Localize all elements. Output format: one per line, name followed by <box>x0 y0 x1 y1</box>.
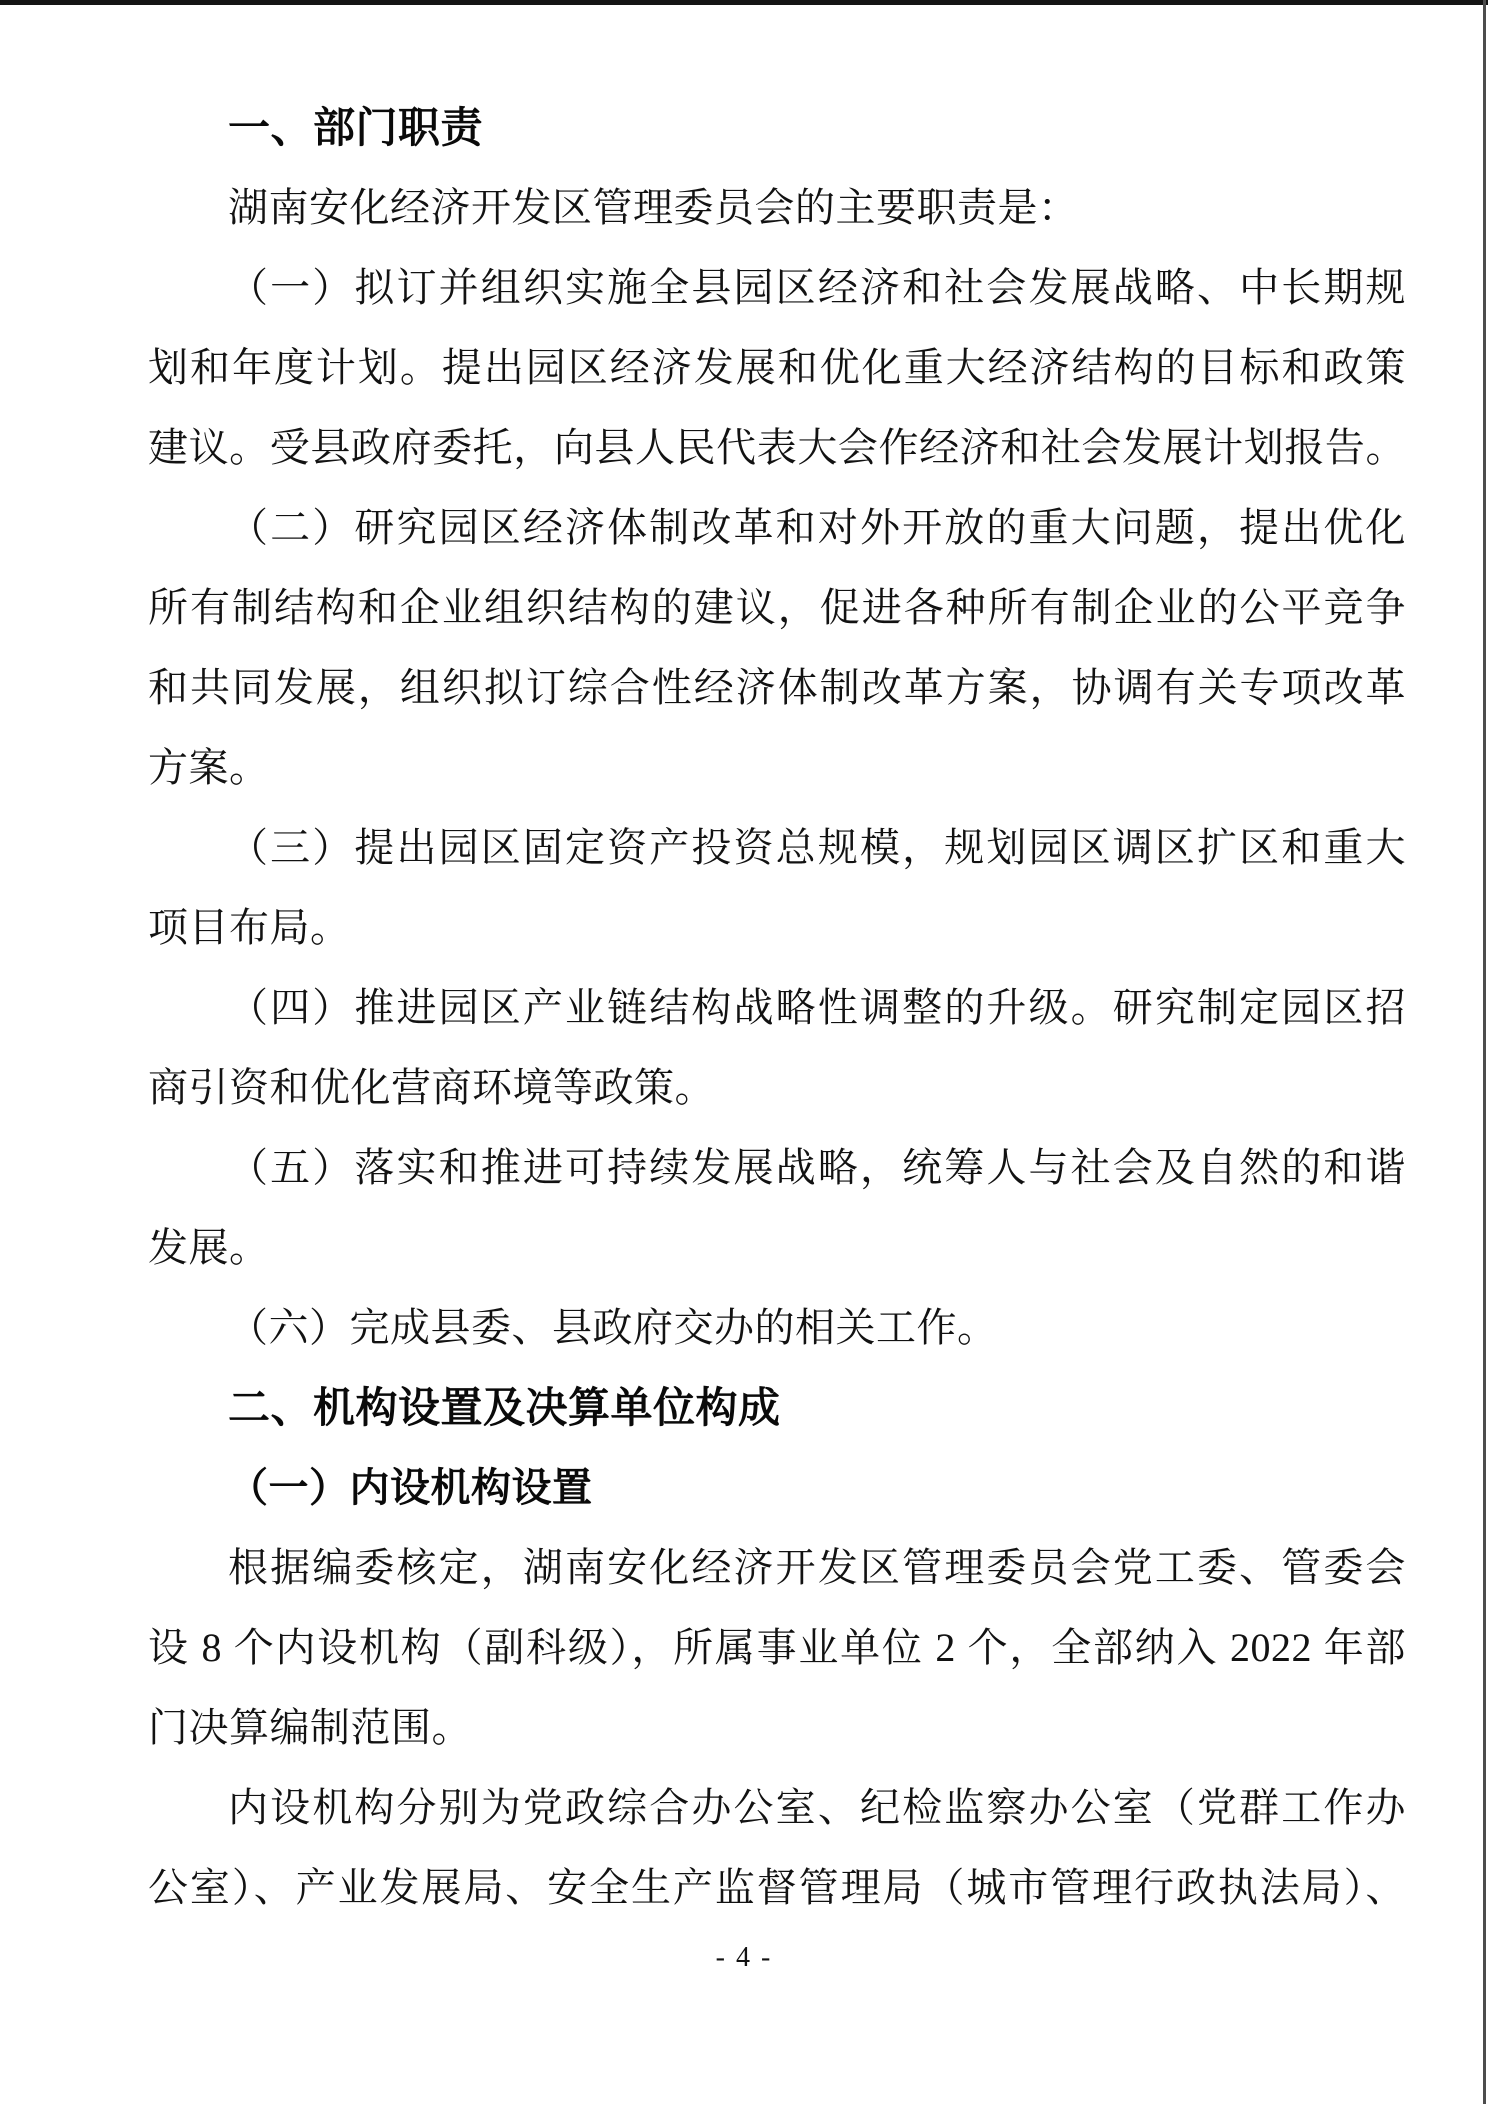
document-line: 商引资和优化营商环境等政策。 <box>148 1065 715 1110</box>
document-line: 门决算编制范围。 <box>148 1705 472 1750</box>
page-number: - 4 - <box>715 1942 773 1973</box>
heading-h2: 二、机构设置及决算单位构成 <box>228 1384 781 1431</box>
document-line: （三）提出园区固定资产投资总规模，规划园区调区扩区和重大 <box>228 825 1406 870</box>
document-line: （二）研究园区经济体制改革和对外开放的重大问题，提出优化 <box>228 505 1406 550</box>
heading-h3: （一）内设机构设置 <box>228 1465 593 1510</box>
document-line: （一）拟订并组织实施全县园区经济和社会发展战略、中长期规 <box>228 265 1406 310</box>
document-line: （六）完成县委、县政府交办的相关工作。 <box>228 1305 998 1350</box>
document-line: 内设机构分别为党政综合办公室、纪检监察办公室（党群工作办 <box>228 1785 1406 1830</box>
document-line: 建议。受县政府委托，向县人民代表大会作经济和社会发展计划报告。 <box>148 425 1406 470</box>
document-line: 发展。 <box>148 1225 270 1270</box>
document-line: 湖南安化经济开发区管理委员会的主要职责是： <box>228 185 1079 230</box>
document-line: 和共同发展，组织拟订综合性经济体制改革方案，协调有关专项改革 <box>148 665 1406 710</box>
document-line: 划和年度计划。提出园区经济发展和优化重大经济结构的目标和政策 <box>148 345 1406 390</box>
heading-h1: 一、部门职责 <box>228 104 484 151</box>
document-line: （五）落实和推进可持续发展战略，统筹人与社会及自然的和谐 <box>228 1145 1406 1190</box>
document-line: 根据编委核定，湖南安化经济开发区管理委员会党工委、管委会 <box>228 1545 1406 1590</box>
scan-artifact-right-line <box>1483 0 1486 2104</box>
scan-artifact-top-bar <box>0 0 1488 5</box>
document-body <box>148 88 1406 1928</box>
document-line: （四）推进园区产业链结构战略性调整的升级。研究制定园区招 <box>228 985 1406 1030</box>
document-line: 公室）、产业发展局、安全生产监督管理局（城市管理行政执法局）、 <box>148 1865 1406 1910</box>
document-line: 设 8 个内设机构（副科级），所属事业单位 2 个，全部纳入 2022 年部 <box>148 1625 1406 1670</box>
document-line: 方案。 <box>148 745 270 790</box>
document-line: 所有制结构和企业组织结构的建议，促进各种所有制企业的公平竞争 <box>148 585 1406 630</box>
document-line: 项目布局。 <box>148 905 351 950</box>
